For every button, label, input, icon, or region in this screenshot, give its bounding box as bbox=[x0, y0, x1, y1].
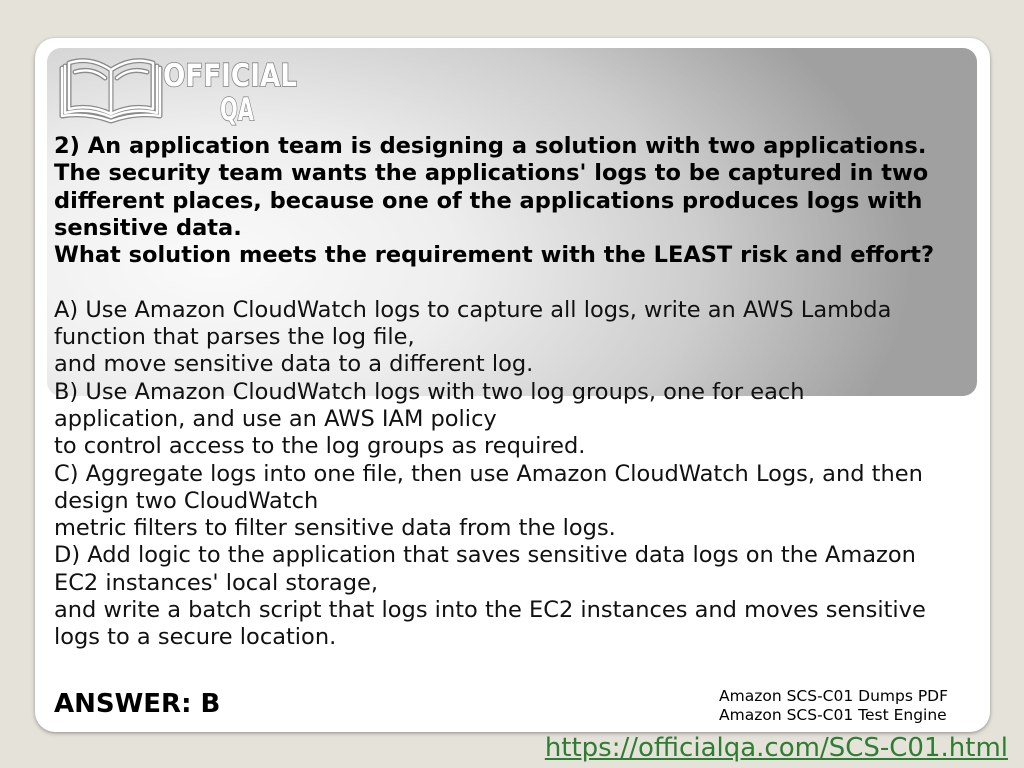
question-prompt-line: What solution meets the requirement with the LEAST risk and effort? bbox=[54, 242, 935, 269]
option-line: metric filters to filter sensitive data from the logs. bbox=[54, 515, 616, 542]
question-block bbox=[54, 133, 934, 652]
option-line: logs to a secure location. bbox=[54, 624, 337, 651]
option-line: application, and use an AWS IAM policy bbox=[54, 405, 497, 432]
option-line: and move sensitive data to a different log. bbox=[54, 351, 534, 378]
option-line: function that parses the log file, bbox=[54, 324, 415, 351]
option-line: D) Add logic to the application that saves sensitive data logs on the Amazon bbox=[54, 542, 916, 569]
option-c bbox=[54, 461, 934, 543]
option-line: to control access to the log groups as required. bbox=[54, 433, 586, 460]
option-line: C) Aggregate logs into one file, then use Amazon CloudWatch Logs, and then bbox=[54, 460, 923, 487]
option-line: design two CloudWatch bbox=[54, 487, 319, 514]
option-line: A) Use Amazon CloudWatch logs to capture all logs, write an AWS Lambda bbox=[54, 296, 892, 323]
option-line: EC2 instances' local storage, bbox=[54, 569, 378, 596]
test-engine-text: Amazon SCS-C01 Test Engine bbox=[719, 706, 947, 724]
officialqa-logo bbox=[56, 54, 306, 126]
footer-product-links bbox=[719, 687, 948, 725]
option-d bbox=[54, 542, 934, 651]
question-line: 2) An application team is designing a solution with two applications. bbox=[54, 133, 927, 159]
question-line: The security team wants the applications' logs to be captured in two bbox=[54, 160, 929, 187]
book-icon bbox=[62, 61, 160, 121]
question-line: sensitive data. bbox=[54, 214, 242, 241]
answer-label: ANSWER: B bbox=[54, 689, 221, 719]
option-line: B) Use Amazon CloudWatch logs with two log groups, one for each bbox=[54, 378, 805, 405]
question-text bbox=[54, 133, 934, 269]
option-a bbox=[54, 297, 934, 379]
logo-text-official: OFFICIAL bbox=[163, 58, 297, 94]
website-link[interactable]: https://officialqa.com/SCS-C01.html bbox=[544, 733, 1008, 763]
logo-text-qa: QA bbox=[220, 92, 254, 128]
dumps-pdf-text: Amazon SCS-C01 Dumps PDF bbox=[719, 687, 949, 705]
option-line: and write a batch script that logs into the EC2 instances and moves sensitive bbox=[54, 597, 926, 624]
spacer bbox=[54, 269, 934, 296]
option-b bbox=[54, 379, 934, 461]
question-line: different places, because one of the applications produces logs with bbox=[54, 187, 923, 214]
